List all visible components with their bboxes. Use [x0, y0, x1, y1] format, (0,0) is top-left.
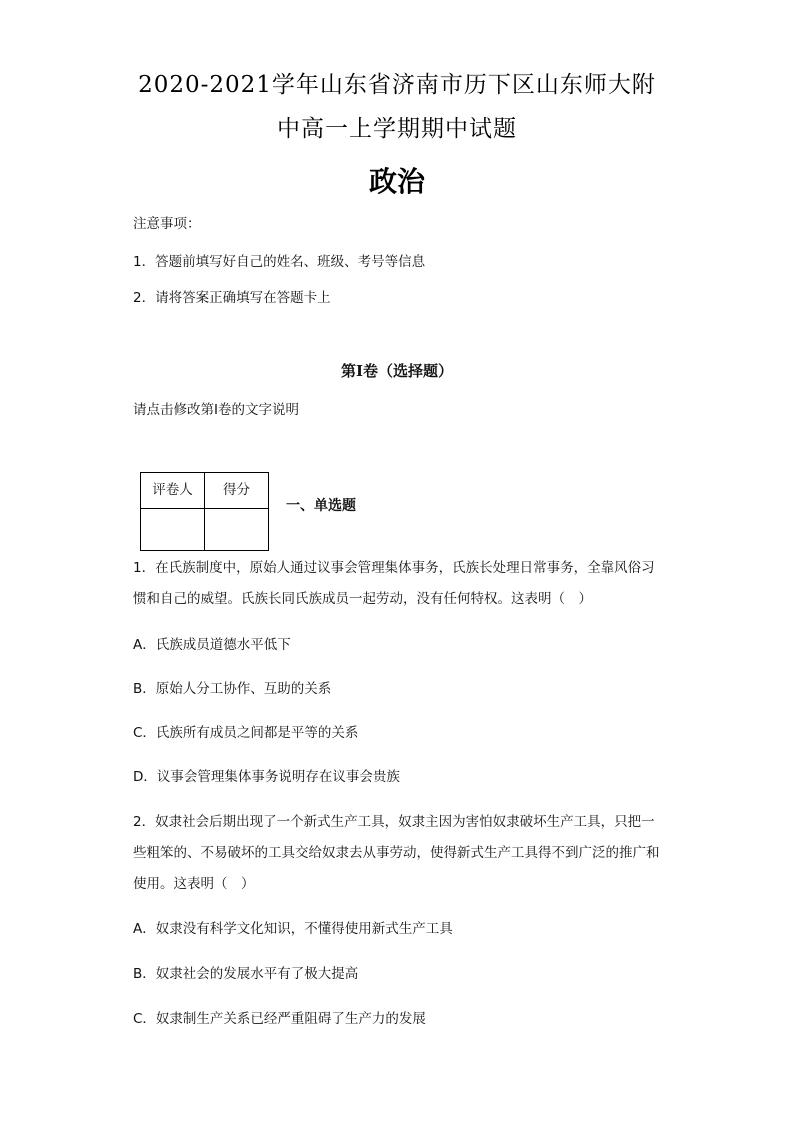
section-title: 第I卷（选择题） — [340, 362, 454, 380]
question-1-option-c: C．氏族所有成员之间都是平等的关系 — [133, 725, 359, 741]
score-table-score-header: 得分 — [205, 473, 269, 509]
exam-title-line2: 中高一上学期期中试题 — [277, 116, 517, 142]
score-table-grader-header: 评卷人 — [141, 473, 205, 509]
question-1-option-d: D．议事会管理集体事务说明存在议事会贵族 — [133, 769, 400, 785]
question-2-option-b: B．奴隶社会的发展水平有了极大提高 — [133, 966, 359, 982]
subject-title: 政治 — [368, 165, 425, 198]
score-table-score-cell — [205, 509, 269, 551]
question-2-stem: 2．奴隶社会后期出现了一个新式生产工具，奴隶主因为害怕奴隶破坏生产工具，只把一些粗笨的、不易破坏的工具交给奴隶去从事劳动，使得新式生产工具得不到广泛的推广和使用。这表明（ ） — [133, 814, 660, 892]
question-1-option-b: B．原始人分工协作、互助的关系 — [133, 681, 332, 697]
question-1-stem: 1．在氏族制度中，原始人通过议事会管理集体事务，氏族长处理日常事务，全靠风俗习惯和自己的威望。氏族长同氏族成员一起劳动，没有任何特权。这表明（ ） — [133, 560, 655, 607]
part-heading: 一、单选题 — [286, 498, 356, 514]
score-table — [140, 472, 269, 551]
notes-item-1: 1．答题前填写好自己的姓名、班级、考号等信息 — [133, 254, 426, 270]
question-2-option-c: C．奴隶制生产关系已经严重阻碍了生产力的发展 — [133, 1011, 426, 1027]
question-2-option-a: A．奴隶没有科学文化知识，不懂得使用新式生产工具 — [133, 921, 453, 937]
question-1-option-a: A．氏族成员道德水平低下 — [133, 637, 291, 653]
section-description: 请点击修改第I卷的文字说明 — [133, 402, 299, 418]
notes-item-2: 2．请将答案正确填写在答题卡上 — [133, 290, 331, 306]
exam-title-line1: 2020-2021学年山东省济南市历下区山东师大附 — [138, 72, 656, 98]
score-table-grader-cell — [141, 509, 205, 551]
notes-label: 注意事项： — [133, 216, 201, 232]
